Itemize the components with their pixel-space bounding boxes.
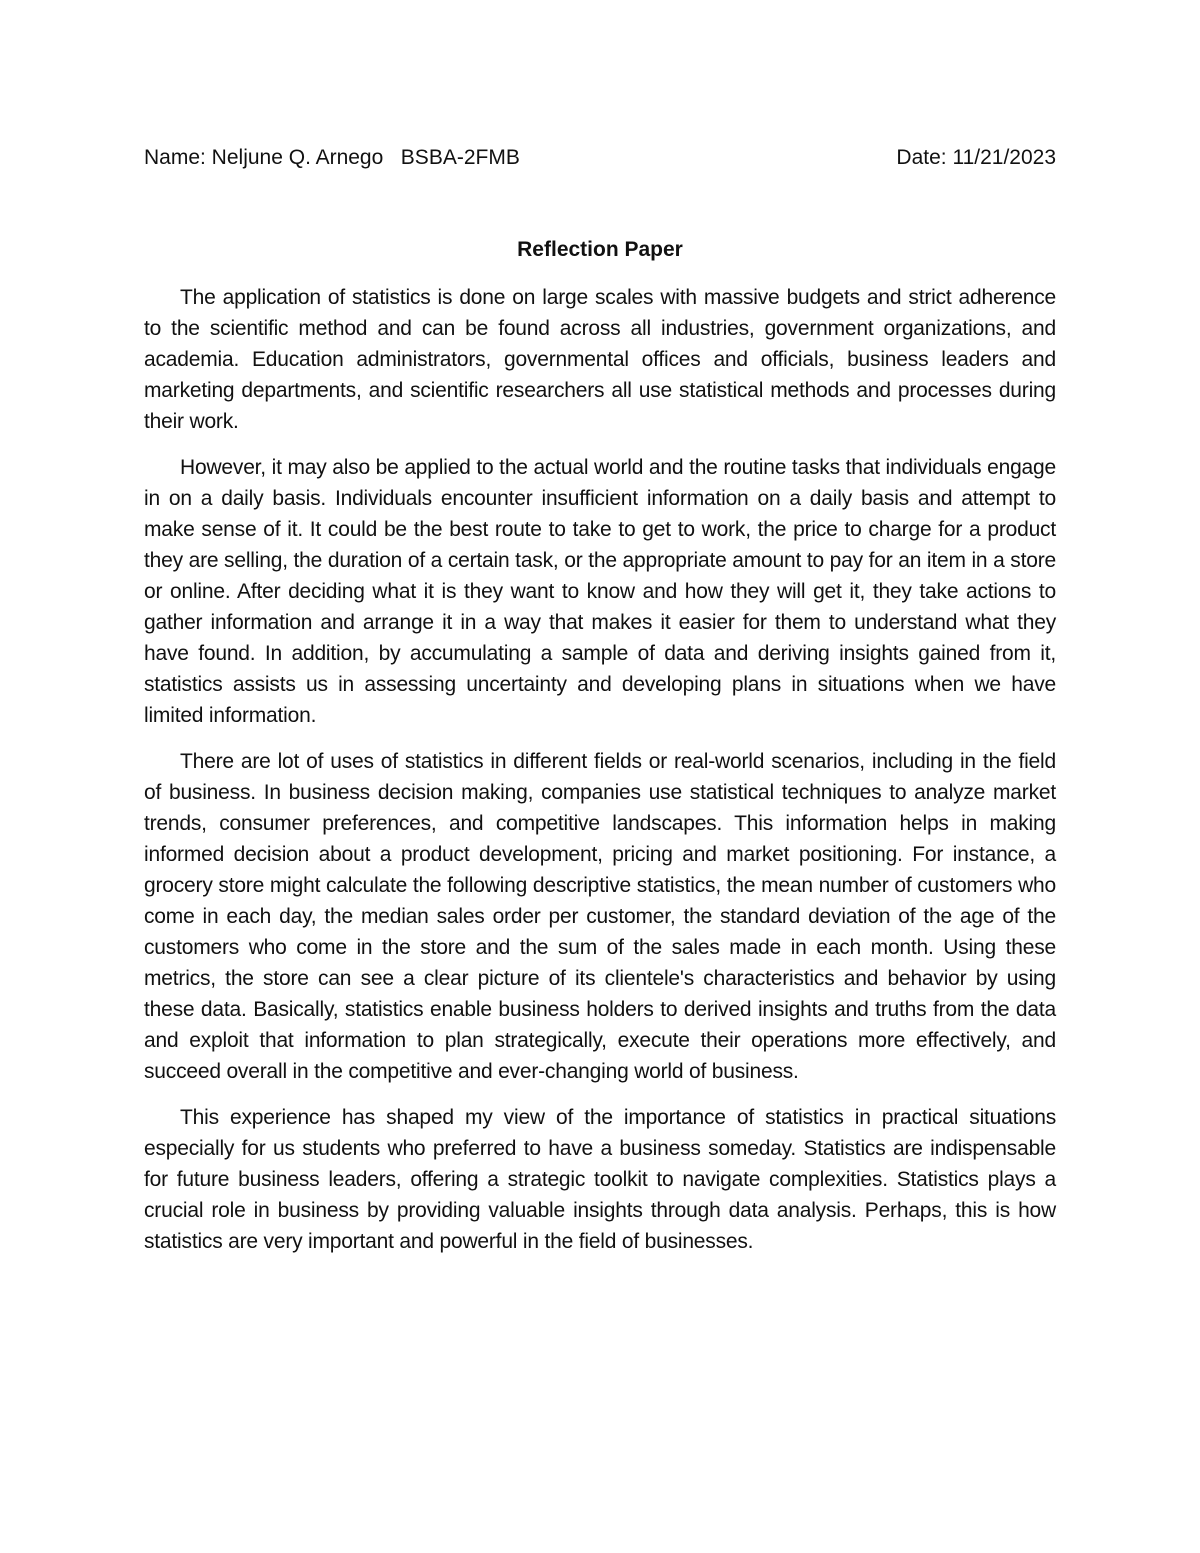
paragraph-1: The application of statistics is done on large scales with massive budgets and strict adherence to the scientific method and can be found across all industries, government organizations, and academia. Education administrators, governmental offices and officials, business leaders and marketing departments, and scientific researchers all use statistical methods and processes during their work. [144,286,1056,433]
document-date: Date: 11/21/2023 [896,146,1056,169]
document-title: Reflection Paper [517,238,683,261]
paragraph-3: There are lot of uses of statistics in different fields or real-world scenarios, including in the field of business. In business decision making, companies use statistical techniques to analyze market trends, consumer preferences, and competitive landscapes. This information helps in making informed decision about a product development, pricing and market positioning. For instance, a grocery store might calculate the following descriptive statistics, the mean number of customers who come in each day, the median sales order per customer, the standard deviation of the age of the customers who come in the store and the sum of the sales made in each month. Using these metrics, the store can see a clear picture of its clientele's characteristics and behavior by using these data. Basically, statistics enable business holders to derived insights and truths from the data and exploit that information to plan strategically, execute their operations more effectively, and succeed overall in the competitive and ever-changing world of business. [144,750,1056,1083]
document-body [144,282,1056,1272]
paragraph-4: This experience has shaped my view of the importance of statistics in practical situations especially for us students who preferred to have a business someday. Statistics are indispensable for future business leaders, offering a strategic toolkit to navigate complexities. Statistics plays a crucial role in business by providing valuable insights through data analysis. Perhaps, this is how statistics are very important and powerful in the field of businesses. [144,1106,1056,1253]
document-header [144,142,1056,174]
student-name-and-section: Name: Neljune Q. Arnego BSBA-2FMB [144,146,520,169]
paragraph-2: However, it may also be applied to the actual world and the routine tasks that individuals engage in on a daily basis. Individuals encounter insufficient information on a daily basis and attempt to make sense of it. It could be the best route to take to get to work, the price to charge for a product they are selling, the duration of a certain task, or the appropriate amount to pay for an item in a store or online. After deciding what it is they want to know and how they will get it, they take actions to gather information and arrange it in a way that makes it easier for them to understand what they have found. In addition, by accumulating a sample of data and deriving insights gained from it, statistics assists us in assessing uncertainty and developing plans in situations when we have limited information. [144,456,1056,727]
